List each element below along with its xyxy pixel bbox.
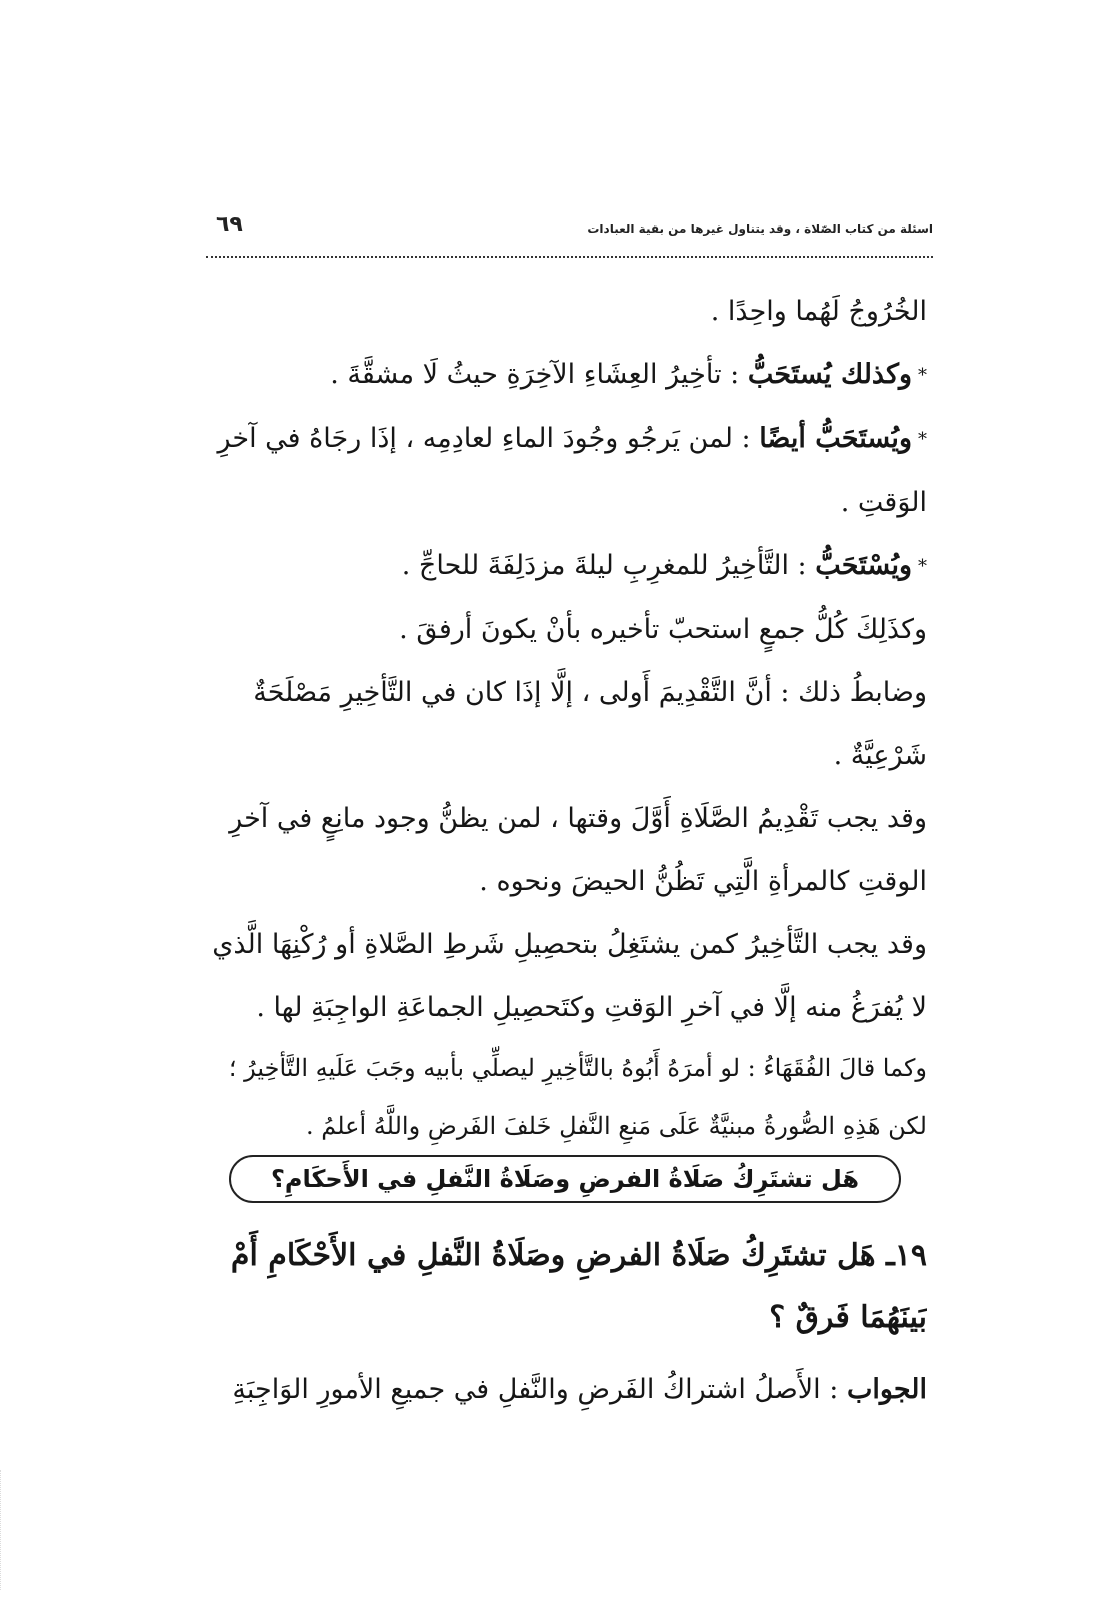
bold-term: ويُستَحَبُّ أيضًا <box>759 423 912 454</box>
answer-line <box>205 1360 927 1420</box>
answer-text: : الأَصلُ اشتراكُ الفَرضِ والنَّفلِ في جميعِ الأمورِ الوَاجِبَةِ <box>232 1374 839 1405</box>
paragraph-text: : تأخِيرُ العِشَاءِ الآخِرَةِ حيثُ لَا مشقَّةَ . <box>330 359 740 390</box>
bold-term: ويُسْتَحَبُّ <box>815 550 912 581</box>
paragraph-line: وقد يجب التَّأخِيرُ كمن يشتَغِلُ بتحصِيلِ شَرطِ الصَّلاةِ أو رُكْنِهَا الَّذي <box>212 929 927 960</box>
question-heading <box>205 1225 927 1349</box>
paragraph <box>205 407 927 471</box>
paragraph-line: وكما قالَ الفُقَهَاءُ : لو أمرَهُ أَبُوهُ بالتَّأخِيرِ ليصلِّي بأبيه وجَبَ عَلَيهِ التَّأخِيرُ ؛ <box>228 1054 927 1082</box>
answer-paragraph <box>205 1360 927 1420</box>
paragraph <box>205 534 927 598</box>
page-number: ٦٩ <box>216 212 243 237</box>
paragraph <box>205 343 927 407</box>
answer-label: الجواب <box>846 1374 927 1405</box>
paragraph-line: لكن هَذِهِ الصُّورةُ مبنيَّةٌ عَلَى مَنعِ النَّفلِ خَلفَ الفَرضِ واللَّهُ أعلمُ . <box>306 1112 927 1140</box>
paragraph-line: شَرْعِيَّةٌ . <box>833 740 927 771</box>
bullet-star: * <box>918 556 927 577</box>
page-header <box>206 212 933 258</box>
paragraph-line: وضابطُ ذلك : أنَّ التَّقْدِيمَ أَولى ، إلَّا إذَا كان في التَّأخِيرِ مَصْلَحَةٌ <box>253 677 927 708</box>
scan-margin-mark <box>0 1470 41 1590</box>
running-title: اسئلة من كتاب الصّلاة ، وقد يتناول غيرها من بقية العبادات <box>587 222 933 236</box>
bold-term: وكذلك يُستَحَبُّ <box>747 359 912 390</box>
section-banner <box>229 1155 901 1209</box>
paragraph-text: : لمن يَرجُو وجُودَ الماءِ لعادِمِه ، إذَا رجَاهُ في آخرِ <box>217 423 751 454</box>
paragraph-text: : التَّأخِيرُ للمغرِبِ ليلةَ مزدَلِفَةَ للحاجِّ . <box>401 550 807 581</box>
question-line: ١٩ـ هَل تشتَرِكُ صَلَاةُ الفرضِ وصَلَاةُ النَّفلِ في الأَحْكَامِ أَمْ <box>230 1238 927 1273</box>
paragraph-line: الوقتِ كالمرأةِ الَّتِي تَظُنُّ الحيضَ ونحوه . <box>479 866 927 897</box>
paragraph-line: لا يُفرَغُ منه إلَّا في آخرِ الوَقتِ وكتَحصِيلِ الجماعَةِ الواجِبَةِ لها . <box>256 992 927 1023</box>
header-divider <box>206 256 933 258</box>
section-banner-title: هَل تشتَرِكُ صَلَاةُ الفرضِ وصَلَاةُ النَّفلِ في الأَحكَامِ؟ <box>229 1155 901 1203</box>
paragraph-line: وقد يجب تَقْدِيمُ الصَّلَاةِ أَوَّلَ وقتها ، لمن يظنُّ وجود مانِعٍ في آخرِ <box>229 803 927 834</box>
bullet-star: * <box>918 429 927 450</box>
paragraph-line: الوَقتِ . <box>840 487 927 518</box>
body-text <box>205 280 927 1155</box>
bullet-star: * <box>918 365 927 386</box>
question-line: بَينَهُمَا فَرقٌ ؟ <box>769 1300 927 1335</box>
paragraph-line: الخُرُوجُ لَهُما واحِدًا . <box>710 296 927 327</box>
paragraph-line: وكذَلِكَ كُلُّ جمعٍ استحبّ تأخيره بأنْ يكونَ أرفقَ . <box>399 614 927 645</box>
